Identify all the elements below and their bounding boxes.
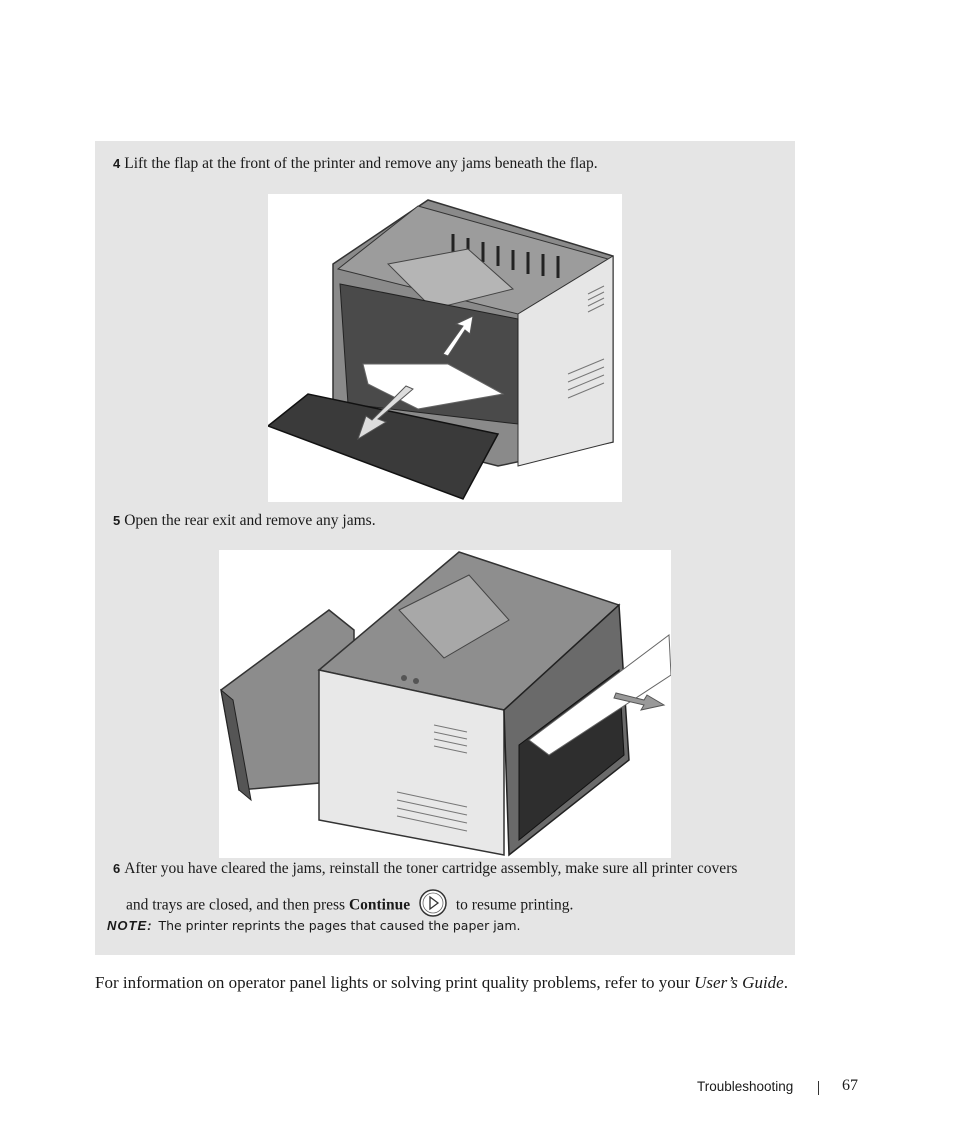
step-text-line1: After you have cleared the jams, reinstall the toner cartridge assembly, make sure all printer covers [124,860,738,877]
note-text: The printer reprints the pages that caused the paper jam. [158,918,521,933]
step-number: 5 [113,513,121,528]
note [107,918,520,934]
step-6 [113,859,737,879]
continue-button-icon [418,888,448,918]
front-flap-illustration [268,194,622,502]
footer-section-title: Troubleshooting [697,1079,794,1094]
note-label: NOTE: [107,918,153,933]
step-number: 4 [113,156,121,171]
step-4 [113,154,598,174]
guide-title: User’s Guide [694,973,784,992]
step-5 [113,511,376,531]
reference-paragraph [95,971,795,994]
step-text-before: and trays are closed, and then press [126,896,346,914]
step-text: Open the rear exit and remove any jams. [124,512,376,529]
paragraph-end: . [783,973,788,992]
page-number: 67 [842,1077,858,1094]
paragraph-text: For information on operator panel lights or solving print quality problems, refer to your [95,973,690,992]
step-text: Lift the flap at the front of the printer and remove any jams beneath the flap. [124,155,598,172]
continue-label: Continue [348,896,411,914]
step-6-line2 [126,894,573,918]
step-number: 6 [113,861,121,876]
footer-divider [818,1081,819,1095]
rear-exit-illustration [219,550,671,858]
step-text-after: to resume printing. [455,896,574,914]
